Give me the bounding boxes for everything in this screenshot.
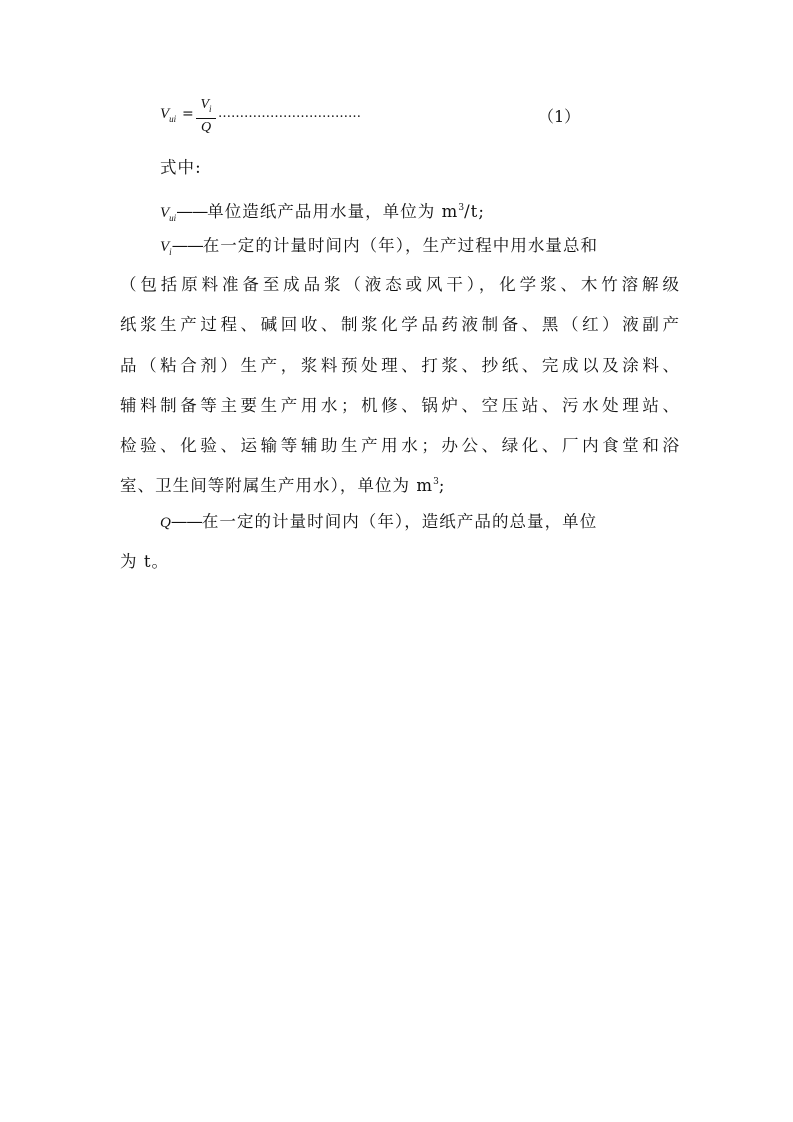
formula-number: （1） [538,107,581,126]
formula-fraction [195,96,217,136]
definition-dash: —— [171,236,203,255]
formula-lhs: $V_{ui}$ [160,106,177,124]
definition-vi-symbol: $V_i$ [160,239,172,257]
definition-dash: —— [176,202,208,221]
definition-vui-symbol: $V_{ui}$ [160,205,177,223]
formula-leader-dots: …………………………… [218,106,361,121]
definition-dash: —— [170,512,202,531]
definition-q-line-2: 为 t。 [120,552,170,571]
definition-vi-line-3: 纸浆生产过程、碱回收、制浆化学品药液制备、黑（红）液副产 [120,315,680,334]
definition-vi-text-7: 室、卫生间等附属生产用水），单位为 m [120,476,434,495]
formula-denominator: Q [200,119,212,135]
definition-vi-line-6: 检验、化验、运输等辅助生产用水；办公、绿化、厂内食堂和浴 [120,436,680,455]
definition-vi-line-1 [160,236,680,262]
where-label: 式中: [160,158,202,177]
formula-numerator: $V_i$ [200,97,212,114]
definition-vi-line-4: 品（粘合剂）生产，浆料预处理、打浆、抄纸、完成以及涂料、 [120,356,680,375]
definition-vi-text-1: 在一定的计量时间内（年），生产过程中用水量总和 [202,236,599,255]
superscript: 3 [433,477,439,487]
definition-vui-unit-tail: /t; [464,202,485,221]
formula-1 [160,96,680,140]
definition-vi-line-2: （包括原料准备至成品浆（液态或风干），化学浆、木竹溶解级 [120,275,680,294]
definition-q-line-1 [160,512,680,533]
definition-vi-line-7 [120,472,680,496]
formula-equals: = [182,106,194,122]
definition-q-symbol: Q [160,515,171,531]
definition-q-text-1: 在一定的计量时间内（年），造纸产品的总量，单位 [201,512,598,531]
definition-vui [160,198,720,228]
definition-vi-line-5: 辅料制备等主要生产用水；机修、锅炉、空压站、污水处理站、 [120,396,680,415]
definition-vi-unit-tail: ; [438,476,446,495]
definition-vui-text: 单位造纸产品用水量，单位为 m [207,202,459,221]
superscript: 3 [458,203,465,213]
